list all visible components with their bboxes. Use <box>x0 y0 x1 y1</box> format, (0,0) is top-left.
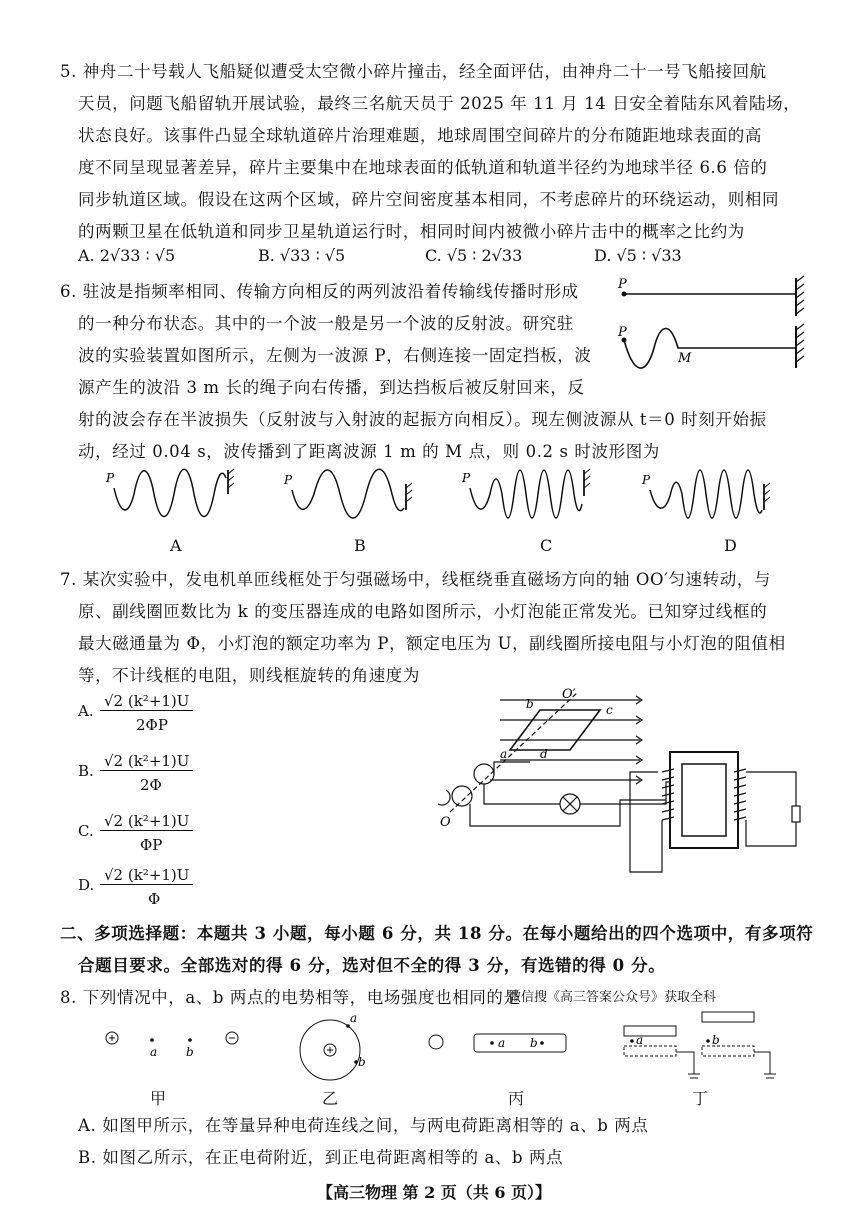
q6-a-label-p: P <box>106 471 115 485</box>
q7-option-b-numerator: √2 (k²+1)U <box>100 752 193 771</box>
q8-ding-label-b: b <box>712 1033 720 1047</box>
page-footer: 【高三物理 第 2 页（共 6 页）】 <box>316 1183 552 1202</box>
q7-option-c-denominator: ΦP <box>140 836 163 854</box>
q5-line-4: 度不同呈现显著差异，碎片主要集中在地球表面的低轨道和轨道半径约为地球半径 6.6 倍的 <box>78 158 768 177</box>
q5-line-2: 天员，问题飞船留轨开展试验，最终三名航天员于 2025 年 11 月 14 日安全着陆东风着陆场， <box>78 94 801 113</box>
q7-generator-circuit-figure <box>430 686 810 886</box>
q7-option-d[interactable] <box>78 866 190 908</box>
q7-label-b: b <box>526 697 534 711</box>
q7-label-o-prime: O′ <box>562 687 576 702</box>
q7-option-b-denominator: 2Φ <box>140 776 162 794</box>
q6-waveform-d <box>640 454 780 534</box>
q8-yi-label-b: b <box>358 1055 366 1069</box>
q7-option-a-letter: A. <box>78 702 94 720</box>
q8-option-b[interactable]: B. 如图乙所示，在正电荷附近，到正电荷距离相等的 a、b 两点 <box>78 1148 564 1167</box>
q6-waveform-a <box>104 454 244 534</box>
q8-caption-jia: 甲 <box>150 1089 167 1108</box>
q8-watermark: 微信搜《高三答案公众号》获取全科 <box>508 990 717 1005</box>
q6-label-p: P <box>618 325 627 340</box>
q7-option-d-letter: D. <box>78 876 95 894</box>
q6-choice-b[interactable]: B <box>354 536 366 555</box>
q6-c-label-p: P <box>462 471 471 485</box>
q8-caption-ding: 丁 <box>692 1089 709 1108</box>
q7-option-d-numerator: √2 (k²+1)U <box>100 866 193 885</box>
q6-line-5: 射的波会存在半波损失（反射波与入射波的起振方向相反）。现左侧波源从 t＝0 时刻开始振 <box>78 410 767 429</box>
q7-label-d: d <box>540 747 548 761</box>
q5-option-a[interactable]: A. 2√33 ∶ √5 <box>78 246 176 265</box>
q8-jia-label-a: a <box>150 1045 158 1059</box>
q5-line-3: 状态良好。该事件凸显全球轨道碎片治理难题，地球周围空间碎片的分布随距地球表面的高 <box>78 126 762 145</box>
q6-label-m: M <box>678 351 692 366</box>
q8-yi-label-a: a <box>350 1011 358 1025</box>
q6-d-label-p: P <box>642 473 651 487</box>
q8-stem: 8. 下列情况中，a、b 两点的电势相等，电场强度也相同的是 <box>60 988 521 1007</box>
q6-waveform-b <box>282 454 422 534</box>
q7-label-a: a <box>500 747 508 761</box>
q7-option-c[interactable] <box>78 812 190 854</box>
q8-option-a[interactable]: A. 如图甲所示，在等量异种电荷连线之间，与两电荷距离相等的 a、b 两点 <box>78 1116 649 1135</box>
q7-option-b-letter: B. <box>78 762 94 780</box>
q7-label-c: c <box>606 703 613 717</box>
section2-heading-line-1: 二、多项选择题：本题共 3 小题，每小题 6 分，共 18 分。在每小题给出的四个选项中，有多项符 <box>60 924 814 943</box>
q5-line-1: 5. 神舟二十号载人飞船疑似遭受太空微小碎片撞击，经全面评估，由神舟二十一号飞船接回航 <box>60 62 767 81</box>
q7-line-3: 最大磁通量为 Φ，小灯泡的额定功率为 P，额定电压为 U，副线圈所接电阻与小灯泡的阻值相 <box>78 634 786 653</box>
q6-waveform-c <box>460 454 600 534</box>
q6-line-1: 6. 驻波是指频率相同、传输方向相反的两列波沿着传输线传播时形成 <box>60 282 579 301</box>
q6-b-label-p: P <box>284 473 293 487</box>
q5-line-6: 的两颗卫星在低轨道和同步卫星轨道运行时，相同时间内被微小碎片击中的概率之比约为 <box>78 222 745 241</box>
section2-heading-line-2: 合题目要求。全部选对的得 6 分，选对但不全的得 3 分，有选错的得 0 分。 <box>78 956 666 975</box>
q8-caption-yi: 乙 <box>322 1089 339 1108</box>
q8-bing-label-a: a <box>498 1036 506 1050</box>
q6-apparatus-figure <box>616 276 816 386</box>
q7-line-2: 原、副线圈匝数比为 k 的变压器连成的电路如图所示，小灯泡能正常发光。已知穿过线框的 <box>78 602 768 621</box>
q6-line-6: 动，经过 0.04 s，波传播到了距离波源 1 m 的 M 点，则 0.2 s 时波形图为 <box>78 442 660 461</box>
q7-option-a-denominator: 2ΦP <box>136 716 168 734</box>
q8-figures <box>90 1012 790 1092</box>
q7-label-o: O <box>440 815 451 830</box>
q6-line-4: 源产生的波沿 3 m 长的绳子向右传播，到达挡板后被反射回来，反 <box>78 378 585 397</box>
q6-line-2: 的一种分布状态。其中的一个波一般是另一个波的反射波。研究驻 <box>78 314 574 333</box>
q5-option-d[interactable]: D. √5 ∶ √33 <box>594 246 682 265</box>
q7-option-d-denominator: Φ <box>148 890 161 908</box>
q7-option-c-numerator: √2 (k²+1)U <box>100 812 193 831</box>
q6-choice-d[interactable]: D <box>724 536 737 555</box>
q6-label-p-top: P <box>618 277 627 292</box>
q6-choice-a[interactable]: A <box>170 536 182 555</box>
q5-line-5: 同步轨道区域。假设在这两个区域，碎片空间密度基本相同，不考虑碎片的环绕运动，则相同 <box>78 190 780 209</box>
q8-ding-label-a: a <box>636 1033 644 1047</box>
q7-line-1: 7. 某次实验中，发电机单匝线框处于匀强磁场中，线框绕垂直磁场方向的轴 OO′匀速转动，与 <box>60 570 772 589</box>
q7-option-a-numerator: √2 (k²+1)U <box>100 692 193 711</box>
q7-option-c-letter: C. <box>78 822 94 840</box>
q8-bing-label-b: b <box>530 1036 538 1050</box>
q5-option-c[interactable]: C. √5 ∶ 2√33 <box>425 246 523 265</box>
q8-caption-bing: 丙 <box>508 1089 525 1108</box>
q8-jia-label-b: b <box>186 1045 194 1059</box>
q5-option-b[interactable]: B. √33 ∶ √5 <box>258 246 346 265</box>
q7-option-a[interactable] <box>78 692 190 734</box>
q6-line-3: 波的实验装置如图所示，左侧为一波源 P，右侧连接一固定挡板，波 <box>78 346 592 365</box>
q6-choice-c[interactable]: C <box>540 536 553 555</box>
q7-line-4: 等，不计线框的电阻，则线框旋转的角速度为 <box>78 666 420 685</box>
q7-option-b[interactable] <box>78 752 190 794</box>
